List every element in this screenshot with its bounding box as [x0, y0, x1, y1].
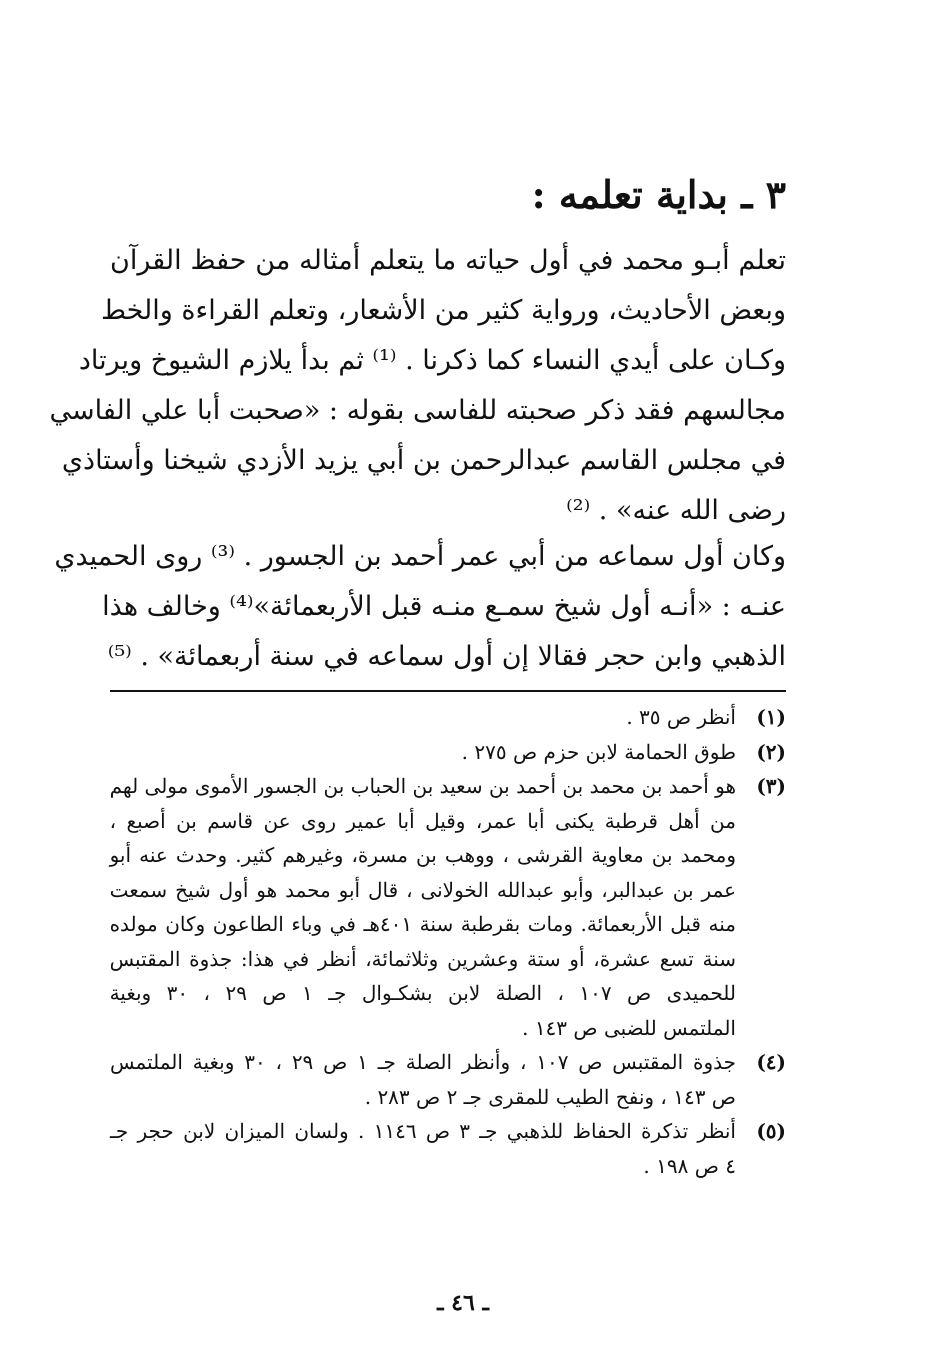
footnote-line: أنظر تذكرة الحفاظ للذهبي جـ ٣ ص ١١٤٦ . ولسان الميزان لابن حجر جـ [110, 1119, 736, 1143]
footnote-number: (٢) [756, 739, 786, 764]
body-line: عنـه : «أنـه أول شيخ سمـع منـه قبل الأربعمائة»⁽⁴⁾ وخالف هذا [102, 591, 786, 622]
footnote-line: منه قبل الأربعمائة. ومات بقرطبة سنة ٤٠١هـ في وباء الطاعون وكان مولده [109, 912, 737, 936]
body-line: تعلم أبـو محمد في أول حياته ما يتعلم أمثاله من حفظ القرآن [110, 245, 786, 276]
footnote-text [110, 700, 736, 735]
footnote-number: (١) [756, 705, 786, 729]
footnote-number: (٤) [756, 1050, 786, 1074]
footnote-item [110, 1114, 786, 1183]
footnote-line: ٤ ص ١٩٨ . [643, 1153, 736, 1178]
body-line: الذهبي وابن حجر فقالا إن أول سماعه في سنة أربعمائة» . ⁽⁵⁾ [107, 641, 786, 672]
footnote-line: أنظر ص ٣٥ . [626, 705, 736, 729]
body-line: وكان أول سماعه من أبي عمر أحمد بن الجسور . ⁽³⁾ روى الحميدي [54, 541, 786, 572]
footnote-item [110, 700, 786, 735]
footnotes [110, 700, 786, 1183]
body-line: وبعض الأحاديث، ورواية كثير من الأشعار، وتعلم القراءة والخط [100, 295, 786, 326]
body-line: مجالسهم فقد ذكر صحبته للفاسى بقوله : «صحبت أبا علي الفاسي [49, 395, 786, 426]
section-heading: ٣ ـ بداية تعلمه : [531, 172, 786, 217]
footnote-line: الملتمس للضبى ص ١٤٣ . [522, 1015, 736, 1040]
body-line: رضى الله عنه» . ⁽²⁾ [566, 495, 786, 526]
footnote-separator [110, 690, 786, 692]
footnote-line: ص ١٤٣ ، ونفح الطيب للمقرى جـ ٢ ص ٢٨٣ . [364, 1084, 736, 1109]
footnote-item [110, 769, 786, 1045]
footnote-text [110, 1114, 736, 1183]
body-paragraph-2 [54, 532, 786, 682]
footnote-text [110, 1045, 736, 1114]
footnote-line: طوق الحمامة لابن حزم ص ٢٧٥ . [461, 739, 736, 764]
footnote-line: من أهل قرطبة يكنى أبا عمر، وقيل أبا عمير روى عن قاسم بن أصبع ، [109, 808, 736, 833]
body-line: في مجلس القاسم عبدالرحمن بن أبي يزيد الأزدي شيخنا وأستاذي [61, 445, 786, 476]
footnote-line: جذوة المقتبس ص ١٠٧ ، وأنظر الصلة جـ ١ ص ٢٩ ، ٣٠ وبغية الملتمس [110, 1050, 737, 1074]
footnote-line: للحميدى ص ١٠٧ ، الصلة لابن بشكـوال جـ ١ ص ٢٩ ، ٣٠ وبغية [109, 981, 737, 1005]
footnote-item [110, 1045, 786, 1114]
footnote-line: سنة تسع عشرة، أو ستة وعشرين وثلاثمائة، أنظر في هذا: جذوة المقتبس [109, 946, 737, 971]
footnote-line: ومحمد بن معاوية القرشى ، ووهب بن مسرة، وغيرهم كثير. وحدث عنه أبو [109, 843, 736, 867]
footnote-line: عمر بن عبدالبر، وأبو عبدالله الخولانى ، قال أبو محمد هو أول شيخ سمعت [109, 877, 736, 902]
body-paragraph-1 [49, 236, 786, 536]
footnote-number: (٣) [756, 774, 786, 798]
footnote-number: (٥) [756, 1119, 786, 1143]
footnote-text [110, 735, 736, 770]
page-number: ـ ٤٦ ـ [437, 1290, 489, 1316]
footnote-item [110, 735, 786, 770]
footnote-text [110, 769, 736, 1045]
footnote-line: هو أحمد بن محمد بن أحمد بن سعيد بن الحباب بن الجسور الأموى مولى لهم [109, 774, 736, 798]
body-line: وكـان على أيدي النساء كما ذكرنا . ⁽¹⁾ ثم بدأ يلازم الشيوخ ويرتاد [78, 345, 786, 376]
